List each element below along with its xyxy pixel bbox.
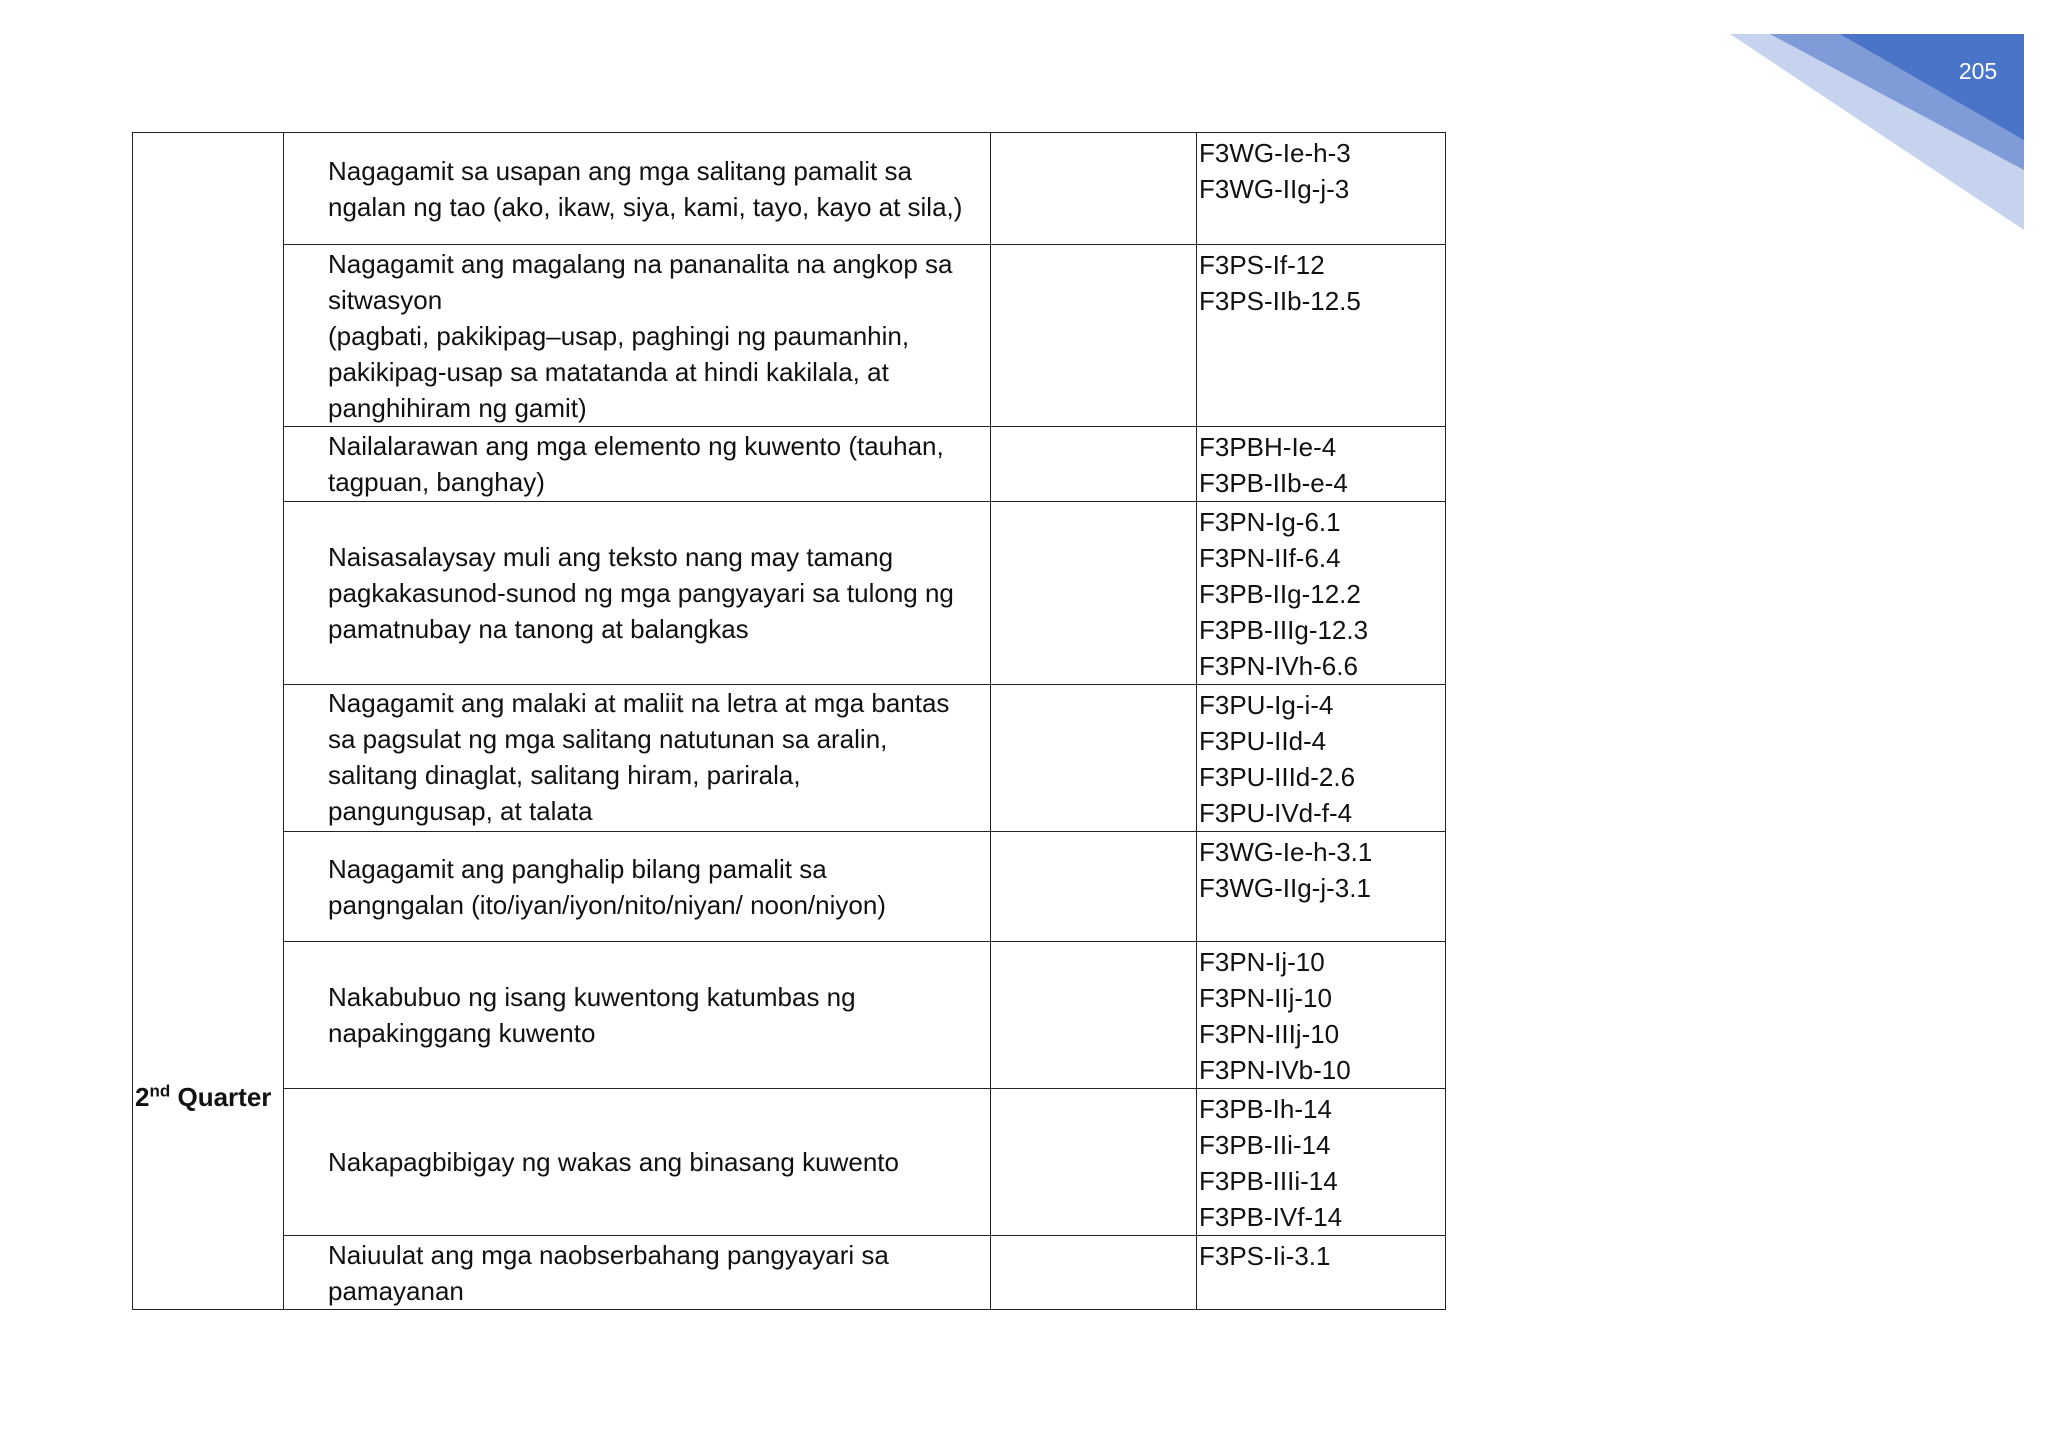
blank-cell — [991, 133, 1197, 245]
blank-cell — [991, 1236, 1197, 1310]
competency-code: F3PB-IIIi-14 — [1199, 1166, 1338, 1196]
competency-code: F3PB-IIi-14 — [1199, 1130, 1331, 1160]
competency-code: F3PN-IVh-6.6 — [1199, 651, 1358, 681]
code-cell — [1197, 942, 1446, 1089]
table-row — [133, 832, 1446, 942]
competency-code: F3PN-IIIj-10 — [1199, 1019, 1340, 1049]
competency-text: Naiuulat ang mga naobserbahang pangyayari sa pamayanan — [328, 1239, 889, 1306]
code-cell — [1197, 1089, 1446, 1236]
quarter-cell — [133, 133, 284, 1310]
competency-text: Nagagamit ang magalang na pananalita na angkop sa sitwasyon (pagbati, pakikipag–usap, paghingi ng paumanhin, pakikipag-usap sa matatanda at hindi kakilala, at panghihiram ng gamit) — [328, 248, 953, 423]
quarter-label — [135, 1079, 271, 1115]
competency-code: F3PB-IIIg-12.3 — [1199, 615, 1369, 645]
competency-code: F3PU-IVd-f-4 — [1199, 798, 1353, 828]
competency-cell — [284, 1089, 991, 1236]
table-row — [133, 942, 1446, 1089]
competency-cell — [284, 133, 991, 245]
blank-cell — [991, 1089, 1197, 1236]
page-number: 205 — [1958, 58, 1998, 84]
competency-text: Nailalarawan ang mga elemento ng kuwento (tauhan, tagpuan, banghay) — [328, 430, 944, 497]
table-row — [133, 427, 1446, 502]
competency-code: F3PU-IIId-2.6 — [1199, 762, 1356, 792]
competency-code: F3PB-Ih-14 — [1199, 1094, 1332, 1124]
competency-code: F3WG-IIg-j-3.1 — [1199, 873, 1371, 903]
code-cell — [1197, 245, 1446, 427]
blank-cell — [991, 942, 1197, 1089]
competency-text: Nagagamit ang malaki at maliit na letra at mga bantas sa pagsulat ng mga salitang natutunan sa aralin, salitang dinaglat, salitang hiram, parirala, pangungusap, at talata — [328, 688, 950, 826]
competency-cell — [284, 427, 991, 502]
competency-text: Nagagamit sa usapan ang mga salitang pamalit sa ngalan ng tao (ako, ikaw, siya, kami, tayo, kayo at sila,) — [328, 155, 963, 222]
competency-code: F3PS-IIb-12.5 — [1199, 286, 1361, 316]
competency-code: F3PS-If-12 — [1199, 250, 1325, 280]
competency-code: F3WG-Ie-h-3.1 — [1199, 837, 1373, 867]
code-cell — [1197, 427, 1446, 502]
table-row — [133, 502, 1446, 685]
competency-code: F3PS-Ii-3.1 — [1199, 1241, 1331, 1271]
competency-cell — [284, 502, 991, 685]
competency-code: F3PU-Ig-i-4 — [1199, 690, 1334, 720]
code-cell — [1197, 832, 1446, 942]
competency-code: F3WG-IIg-j-3 — [1199, 174, 1350, 204]
competency-code: F3PBH-Ie-4 — [1199, 432, 1337, 462]
competency-code: F3WG-Ie-h-3 — [1199, 138, 1351, 168]
competency-cell — [284, 832, 991, 942]
competency-code: F3PN-IIj-10 — [1199, 983, 1332, 1013]
competency-cell — [284, 685, 991, 832]
competency-code: F3PB-IIg-12.2 — [1199, 579, 1361, 609]
competency-text: Nakapagbibigay ng wakas ang binasang kuwento — [328, 1147, 899, 1177]
table-row — [133, 245, 1446, 427]
competency-cell — [284, 245, 991, 427]
competency-text: Nakabubuo ng isang kuwentong katumbas ng napakinggang kuwento — [328, 981, 856, 1048]
code-cell — [1197, 1236, 1446, 1310]
blank-cell — [991, 427, 1197, 502]
code-cell — [1197, 685, 1446, 832]
blank-cell — [991, 685, 1197, 832]
competency-code: F3PN-IIf-6.4 — [1199, 543, 1341, 573]
blank-cell — [991, 832, 1197, 942]
table-row — [133, 1236, 1446, 1310]
competency-table — [132, 132, 1446, 1310]
quarter-word: Quarter — [177, 1082, 272, 1112]
competency-code: F3PN-Ij-10 — [1199, 947, 1325, 977]
quarter-ordinal-suffix: nd — [149, 1081, 171, 1101]
competency-code: F3PB-IIb-e-4 — [1199, 468, 1348, 498]
competency-cell — [284, 942, 991, 1089]
competency-cell — [284, 1236, 991, 1310]
competency-code: F3PB-IVf-14 — [1199, 1202, 1343, 1232]
code-cell — [1197, 133, 1446, 245]
quarter-ordinal: 2 — [135, 1082, 150, 1112]
competency-code: F3PU-IId-4 — [1199, 726, 1327, 756]
competency-text: Nagagamit ang panghalip bilang pamalit sa pangngalan (ito/iyan/iyon/nito/niyan/ noon/niyon) — [328, 853, 886, 920]
competency-text: Naisasalaysay muli ang teksto nang may tamang pagkakasunod-sunod ng mga pangyayari sa tulong ng pamatnubay na tanong at balangkas — [328, 541, 954, 644]
competency-code: F3PN-Ig-6.1 — [1199, 507, 1341, 537]
blank-cell — [991, 245, 1197, 427]
code-cell — [1197, 502, 1446, 685]
table-row — [133, 133, 1446, 245]
table-row — [133, 685, 1446, 832]
table-row — [133, 1089, 1446, 1236]
competency-code: F3PN-IVb-10 — [1199, 1055, 1351, 1085]
blank-cell — [991, 502, 1197, 685]
